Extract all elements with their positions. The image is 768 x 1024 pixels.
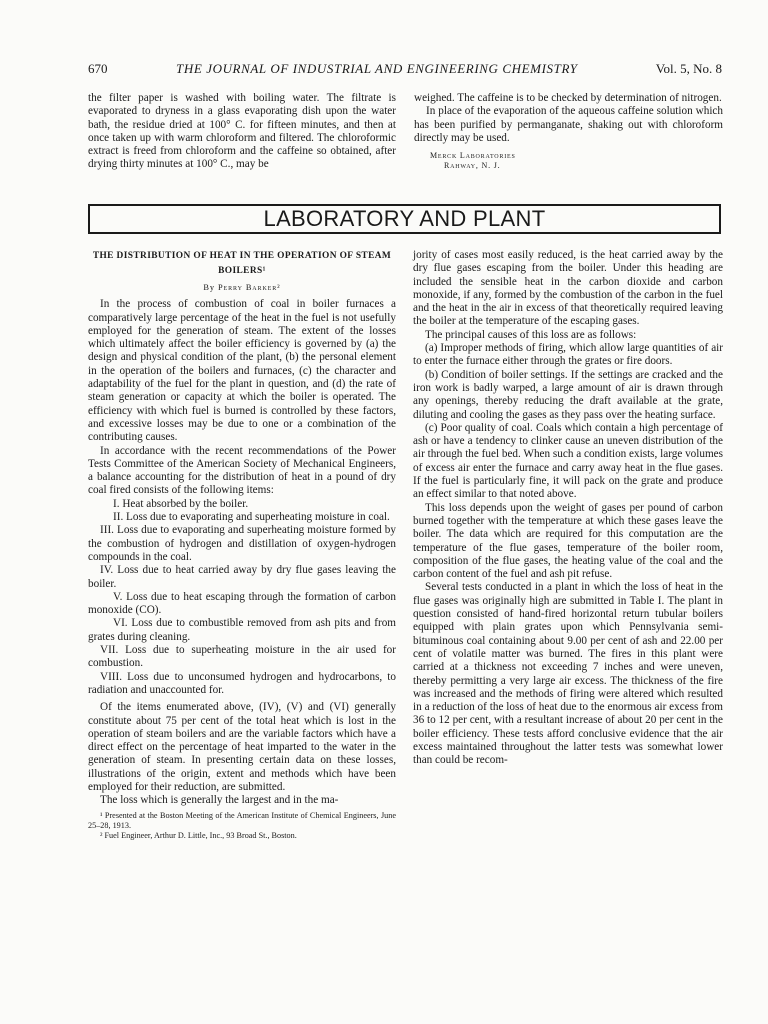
loss-items-list xyxy=(88,498,396,697)
paragraph: weighed. The caffeine is to be checked by determination of nitrogen. xyxy=(414,92,722,104)
affiliation-line: Rahway, N. J. xyxy=(444,161,501,171)
author-name: Perry Barker² xyxy=(218,283,281,292)
paragraph: (a) Improper methods of firing, which allow large quantities of air to enter the furnace either through the grates or fire doors. xyxy=(413,342,723,368)
list-item: IV. Loss due to heat carried away by dry flue gases leaving the boiler. xyxy=(88,564,396,590)
list-item: III. Loss due to evaporating and superheating moisture formed by the combustion of hydrogen and distillation of oxygen-hydrogen compounds in the coal. xyxy=(88,524,396,563)
section-title: LABORATORY AND PLANT xyxy=(263,206,546,231)
list-item: VI. Loss due to combustible removed from ash pits and from grates during cleaning. xyxy=(88,617,396,643)
byline-prefix: By xyxy=(203,283,215,292)
footnote: ² Fuel Engineer, Arthur D. Little, Inc., 93 Broad St., Boston. xyxy=(100,830,297,840)
author-affiliation xyxy=(430,151,723,171)
list-item: VII. Loss due to superheating moisture in the air used for combustion. xyxy=(88,644,396,670)
previous-article-left-column xyxy=(88,92,396,172)
paragraph: jority of cases most easily reduced, is the heat carried away by the dry flue gases escaping from the boiler. Under this heading are included the sensible heat in the carbon dioxide and carbon monoxide, if any, formed by the combustion of the carbon in the fuel and the heat in the air in excess of that theoretically required leaving the boiler at the temperature of the escaping gases. xyxy=(413,249,723,328)
volume-number: Vol. 5, No. 8 xyxy=(655,61,722,76)
list-item: VIII. Loss due to unconsumed hydrogen and hydrocarbons, to radiation and unaccounted for. xyxy=(88,670,396,696)
paragraph: (c) Poor quality of coal. Coals which contain a high percentage of ash or have a tendency to clinker cause an uneven distribution of the air through the fuel bed. When such a condition exists, large volumes of excess air enter the furnace and carry away heat in the flue gases. If the fuel is particularly fine, it will pack on the grate and produce an effect similar to that noted above. xyxy=(413,421,723,501)
byline xyxy=(88,281,396,294)
footnote: ¹ Presented at the Boston Meeting of the American Institute of Chemical Engineers, June 25–28, 1913. xyxy=(88,810,396,830)
paragraph: The loss which is generally the largest and in the ma- xyxy=(100,794,339,807)
journal-title: THE JOURNAL OF INDUSTRIAL AND ENGINEERING CHEMISTRY xyxy=(176,61,578,76)
list-item: II. Loss due to evaporating and superheating moisture in coal. xyxy=(113,511,390,524)
affiliation-line: Merck Laboratories xyxy=(430,151,516,161)
paragraph: In the process of combustion of coal in boiler furnaces a comparatively large percentage of the heat in the fuel is not usefully employed for the generation of steam. The extent of the losses which ultimately affect the boiler efficiency is governed by (a) the design and physical condition of the plant, (b) the personal element in the operation of the boilers and furnaces, (c) the character and adaptability of the fuel for the plant in question, and (d) the rate of steam generation or capacity at which the boiler is operated. The efficiency with which fuel is burned is controlled by these factors, and excessive losses may be due to one or a combination of the contributing causes. xyxy=(88,298,396,444)
list-item: V. Loss due to heat escaping through the formation of carbon monoxide (CO). xyxy=(88,590,396,617)
paragraph: In place of the evaporation of the aqueous caffeine solution which has been purified by permanganate, shaking out with chloroform directly may be used. xyxy=(414,105,723,144)
paragraph: The principal causes of this loss are as follows: xyxy=(425,328,637,341)
running-header xyxy=(88,61,722,77)
paragraph: Several tests conducted in a plant in which the loss of heat in the flue gases was originally high are submitted in Table I. The plant in question consisted of hand-fired horizontal return tubular boilers equipped with plain grates upon which Pennsylvania semi-bituminous coal containing about 9.00 per cent of ash and 22.00 per cent of volatile matter was burned. The fires in this plant were carried at a thickness not exceeding 7 inches and were uneven, thereby permitting a very large air excess. The thickness of the fire was increased and the methods of firing were altered which resulted in a reduction of the loss of heat due to the enormous air excess from 36 to 12 per cent, with a resultant increase of about 20 per cent in the boiler efficiency. These tests afford conclusive evidence that the air excess maintained throughout the latter tests was somewhat lower than could be recom- xyxy=(413,581,723,767)
page-number: 670 xyxy=(88,61,108,76)
paragraph: Of the items enumerated above, (IV), (V) and (VI) generally constitute about 75 per cent of the total heat which is lost in the operation of steam boilers and are the variable factors which have a direct effect on the percentage of heat imparted to the water in the generation of steam. In presenting certain data on these losses, illustrations of the origin, extent and methods which have been employed for their reduction, are submitted. xyxy=(88,701,396,793)
article-title: THE DISTRIBUTION OF HEAT IN THE OPERATION OF STEAM BOILERS¹ xyxy=(92,251,392,276)
paragraph: In accordance with the recent recommendations of the Power Tests Committee of the American Society of Mechanical Engineers, a balance accounting for the distribution of heat in a pound of dry coal fired consists of the following items: xyxy=(88,444,396,497)
list-item: I. Heat absorbed by the boiler. xyxy=(113,497,249,510)
paragraph: This loss depends upon the weight of gases per pound of carbon burned together with the temperature at which these gases leave the boiler. The data which are required for this computation are the temperature of the flue gases, temperature of the boiler room, composition of the flue gases, the heating value of the coal and the carbon content of the fuel and ash pit refuse. xyxy=(413,501,723,581)
footnotes xyxy=(88,811,396,841)
article-left-column xyxy=(88,249,396,841)
paragraph: (b) Condition of boiler settings. If the settings are cracked and the iron work is badly warped, a large amount of air is drawn through any openings, thereby reducing the draft available at the grate, diluting and cooling the gases as they pass over the heating surface. xyxy=(413,368,723,421)
article-right-column xyxy=(413,249,723,768)
previous-article-right-column xyxy=(414,92,723,171)
paragraph: the filter paper is washed with boiling water. The filtrate is evaporated to dryness in a glass evaporating dish upon the water bath, the residue dried at 100° C. for fifteen minutes, and then at once taken up with warm chloroform and filtered. The chloroformic extract is freed from chloroform and the caffeine so obtained, after drying thirty minutes at 100° C., may be xyxy=(88,92,396,171)
section-banner xyxy=(88,204,721,234)
